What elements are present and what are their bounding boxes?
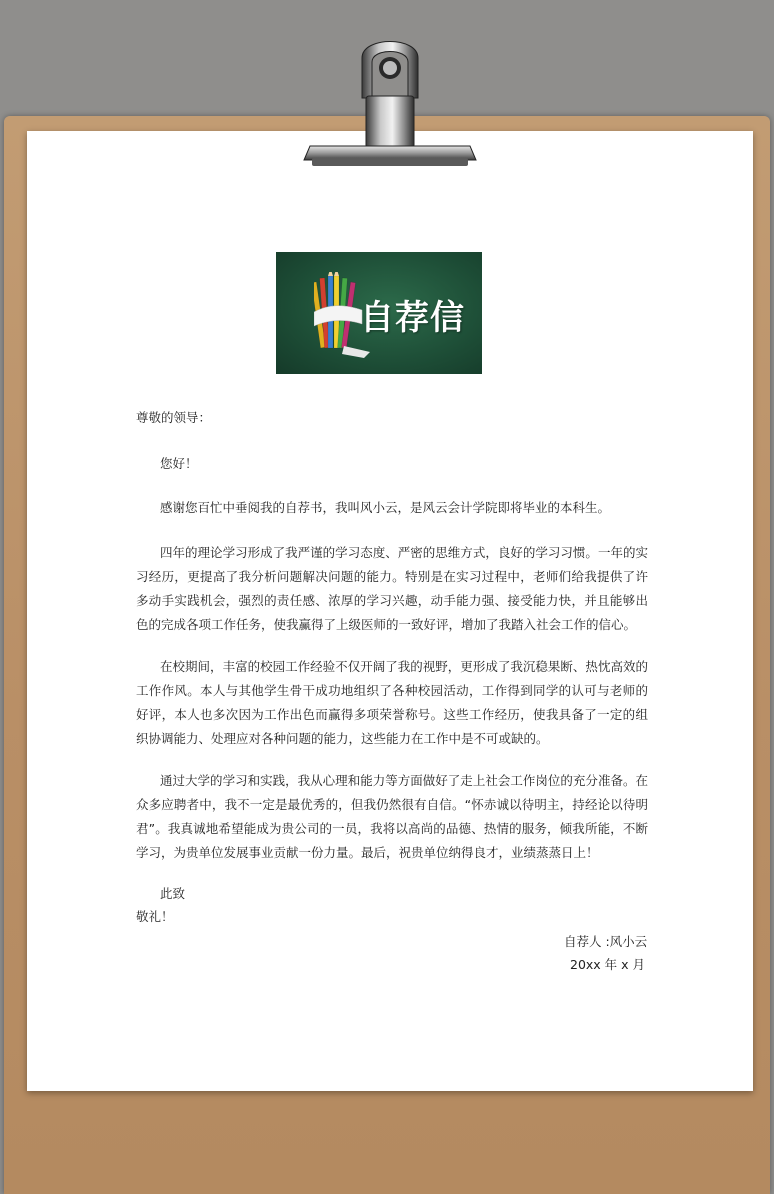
signer: 自荐人 :风小云 [564,934,648,949]
salutation: 尊敬的领导： [136,410,212,425]
paragraph-conclusion: 通过大学的学习和实践，我从心理和能力等方面做好了走上社会工作岗位的充分准备。在众多应聘者中，我不一定是最优秀的，但我仍然很有自信。“怀赤诚以待明主，持经论以待明君”。我真诚地希望能成为贵公司的一员，我将以高尚的品德、热情的服务，倾我所能，不断学习，为贵单位发展事业贡献一份力量。最后，祝贵单位纳得良才，业绩蒸蒸日上！ [136,773,648,860]
banner-title: 自荐信 [360,298,465,338]
paragraph-intro: 感谢您百忙中垂阅我的自荐书，我叫风小云，是风云会计学院即将毕业的本科生。 [160,500,611,515]
closing-line-1: 此致 [160,886,186,901]
greeting: 您好！ [160,456,198,471]
paragraph-campus: 在校期间，丰富的校园工作经验不仅开阔了我的视野，更形成了我沉稳果断、热忱高效的工作作风。本人与其他学生骨干成功地组织了各种校园活动，工作得到同学的认可与老师的好评，本人也多次因为工作出色而赢得多项荣誉称号。这些工作经历，使我具备了一定的组织协调能力、处理应对各种问题的能力，这些能力在工作中是不可或缺的。 [136,659,648,746]
banner-image [276,252,482,374]
date: 20xx 年 x 月 [570,957,646,972]
binder-clip-icon [300,28,480,178]
closing-line-2: 敬礼！ [136,909,174,924]
paragraph-study: 四年的理论学习形成了我严谨的学习态度、严密的思维方式，良好的学习习惯。一年的实习经历，更提高了我分析问题解决问题的能力。特别是在实习过程中，老师们给我提供了许多动手实践机会，强烈的责任感、浓厚的学习兴趣，动手能力强、接受能力快，并且能够出色的完成各项工作任务，使我赢得了上级医师的一致好评，增加了我踏入社会工作的信心。 [136,545,648,632]
